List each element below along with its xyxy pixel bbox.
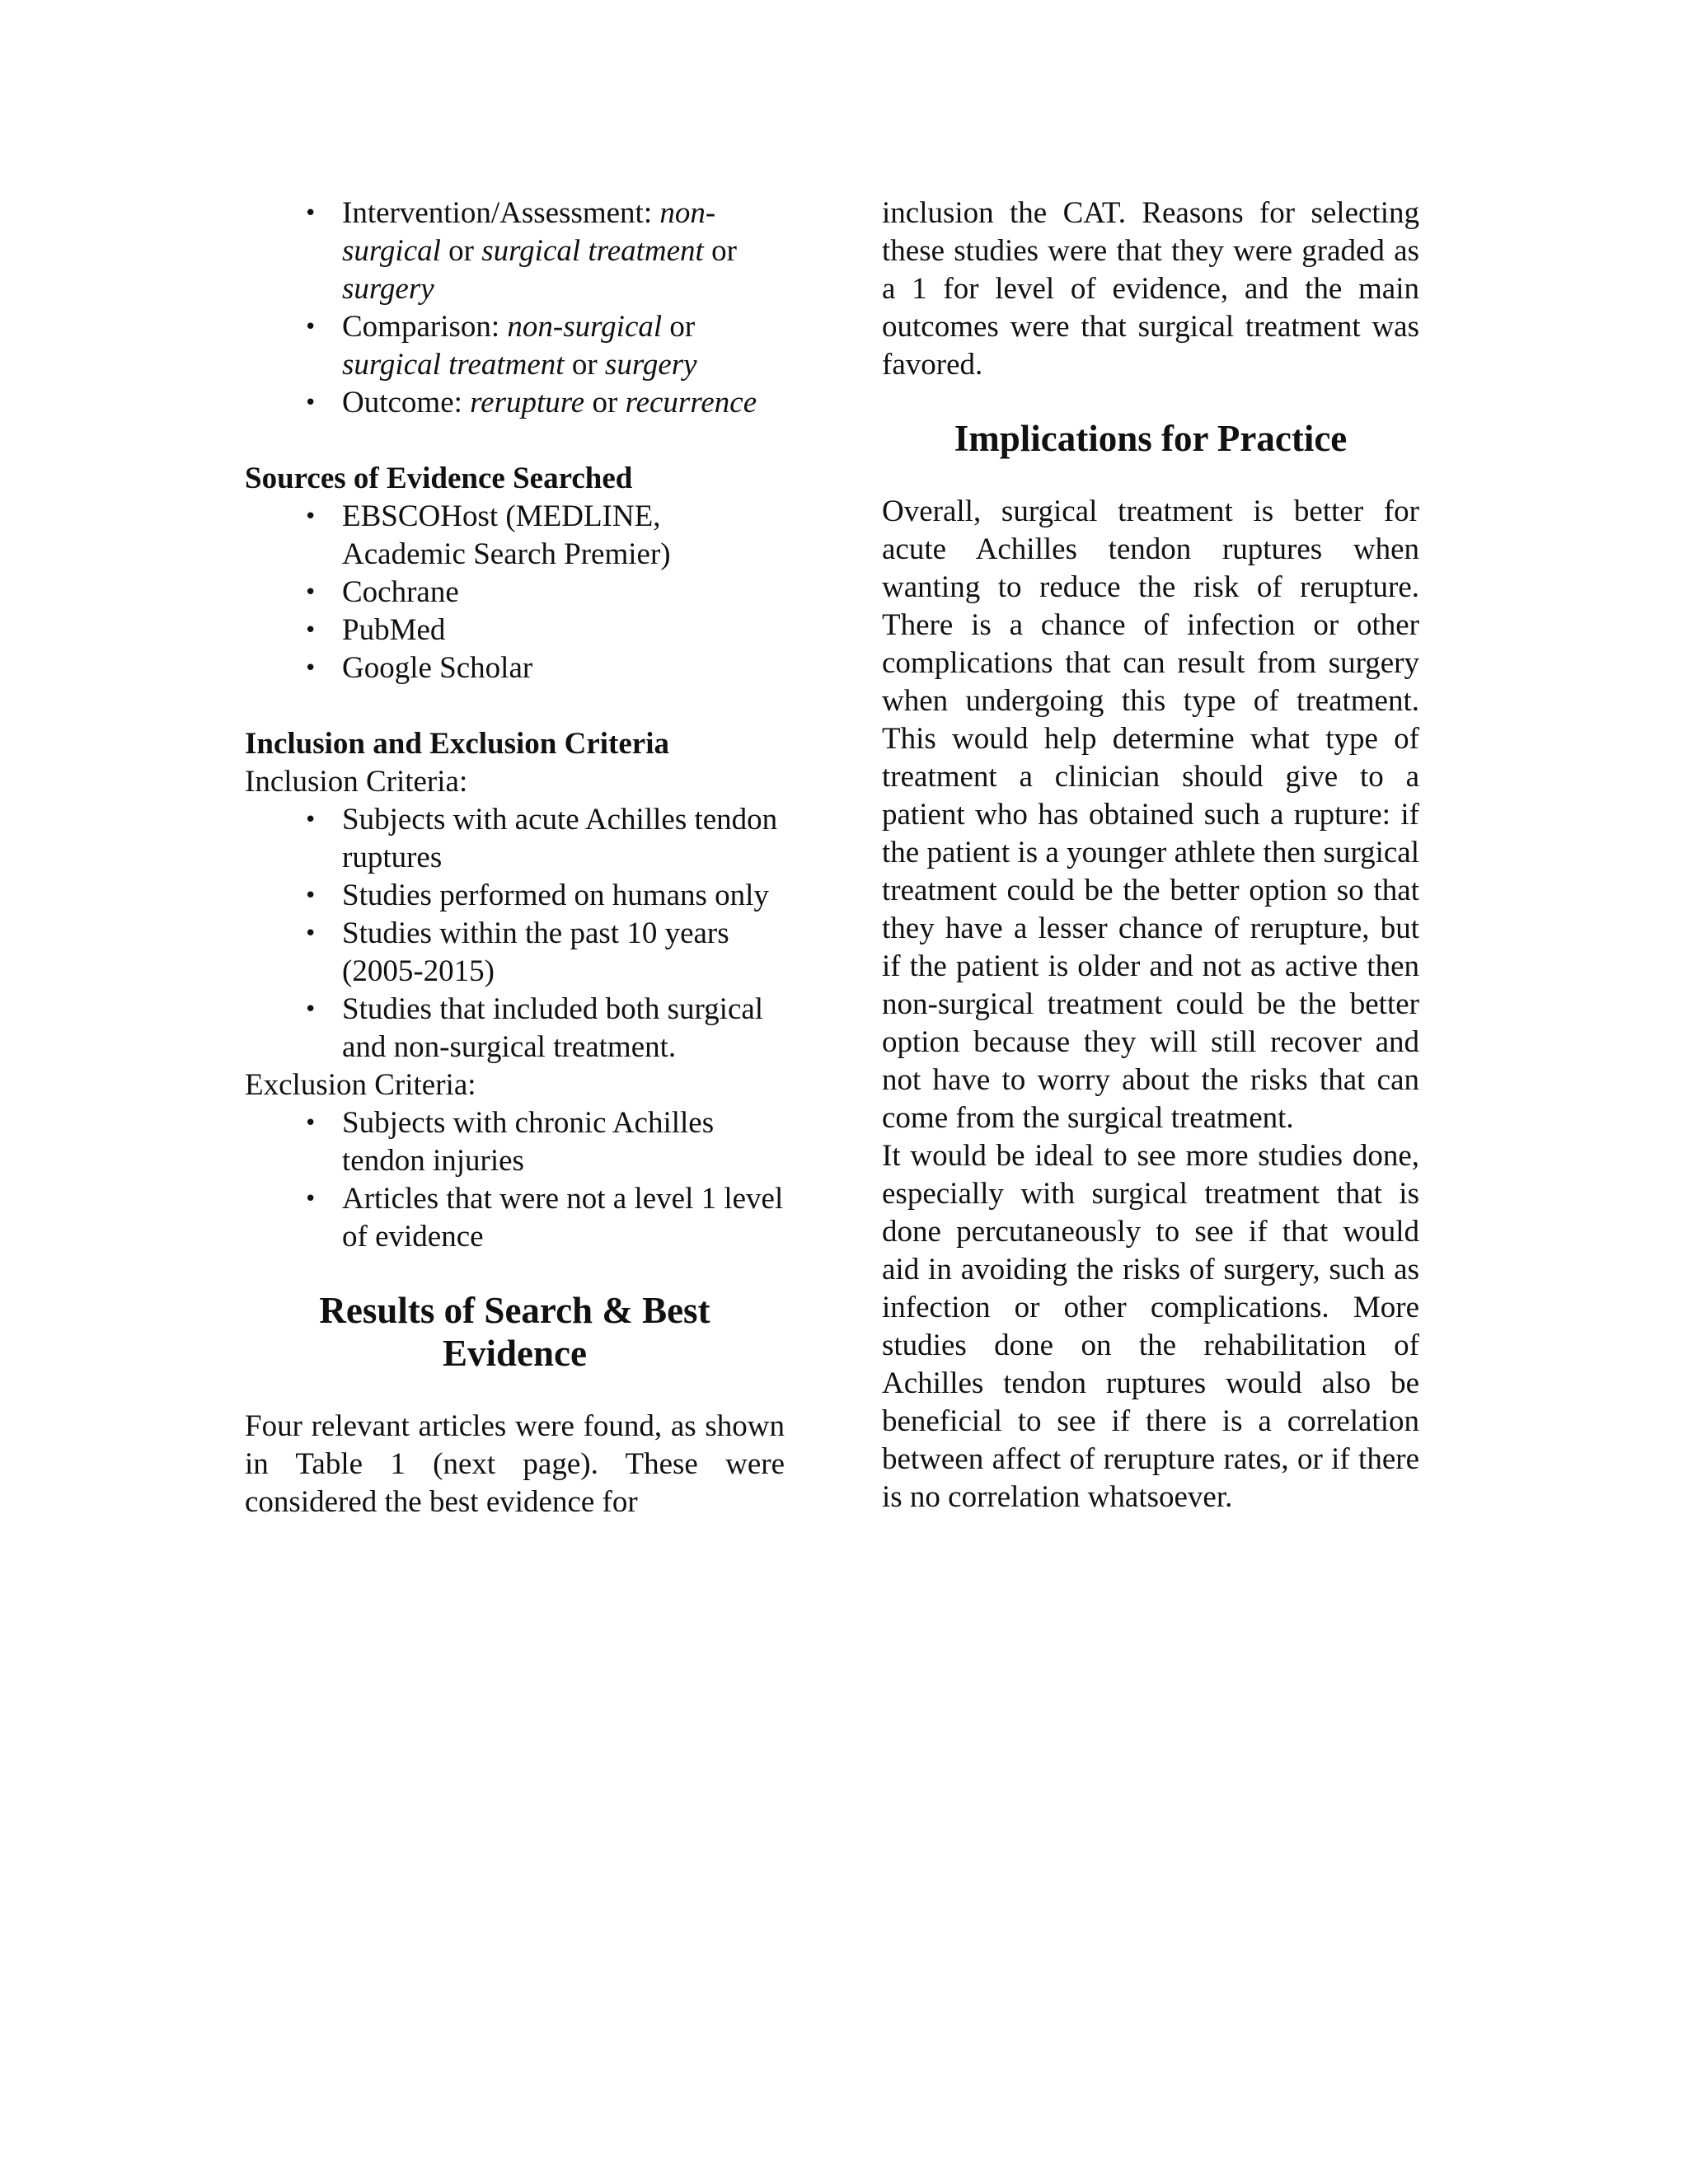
right-column [882, 194, 1419, 1516]
bullet-icon: • [304, 656, 317, 681]
pico-term: surgery [604, 348, 697, 382]
exclusion-label: Exclusion Criteria: [245, 1068, 476, 1102]
source-name: Cochrane [342, 575, 459, 609]
pico-term: non-surgical [342, 196, 716, 268]
criterion-text: Subjects with chronic Achilles tendon injuries [342, 1106, 715, 1178]
list-item [245, 1180, 785, 1256]
inclusion-list [245, 801, 785, 1066]
pico-label: Comparison: [342, 310, 508, 344]
criterion-text: Studies that included both surgical and non-surgical treatment. [342, 992, 764, 1064]
spacer [882, 460, 1419, 493]
pico-label: Intervention/Assessment: [342, 196, 660, 230]
bullet-icon: • [304, 391, 317, 415]
bullet-icon: • [304, 201, 317, 226]
bullet-icon: • [304, 1187, 317, 1212]
criterion-text: Subjects with acute Achilles tendon ruptures [342, 803, 778, 874]
implications-paragraph-1: Overall, surgical treatment is better for acute Achilles tendon ruptures when wanting to reduce the risk of rerupture. There is a chance of infection or other complications that can result from surgery when undergoing this type of treatment. This would help determine what type of treatment a clinician should give to a patient who has obtained such a rupture: if the patient is a younger athlete then surgical treatment could be the better option so that they have a lesser chance of rerupture, but if the patient is older and not as active then non-surgical treatment could be the better option because they will still recover and not have to worry about the risks that can come from the surgical treatment. [882, 494, 1419, 1135]
pico-connector: or [703, 234, 737, 268]
pico-term: rerupture [470, 386, 585, 419]
bullet-icon: • [304, 1111, 317, 1136]
source-name: Google Scholar [342, 651, 533, 685]
pico-term: non-surgical [507, 310, 663, 344]
inclusion-label: Inclusion Criteria: [245, 765, 468, 799]
source-name: EBSCOHost (MEDLINE, Academic Search Premier) [342, 499, 671, 571]
pico-term: surgical treatment [481, 234, 704, 268]
pico-connector: or [584, 386, 626, 419]
bullet-icon: • [304, 997, 317, 1022]
list-item [245, 1104, 785, 1180]
pico-term: recurrence [625, 386, 757, 419]
spacer [245, 1256, 785, 1289]
bullet-icon: • [304, 618, 317, 643]
criterion-text: Studies within the past 10 years (2005-2015) [342, 916, 729, 988]
bullet-icon: • [304, 315, 317, 340]
bullet-icon: • [304, 580, 317, 605]
list-item [245, 915, 785, 991]
bullet-icon: • [304, 883, 317, 908]
exclusion-list [245, 1104, 785, 1256]
criterion-text: Studies performed on humans only [342, 879, 769, 912]
pico-connector: or [564, 348, 605, 382]
results-heading: Results of Search & Best Evidence [319, 1290, 710, 1374]
results-paragraph-continued: inclusion the CAT. Reasons for selecting these studies were that they were graded as a 1 for level of evidence, and the main outcomes were that surgical treatment was favored. [882, 196, 1419, 382]
implications-heading: Implications for Practice [954, 418, 1348, 459]
pico-connector: or [662, 310, 696, 344]
list-item [245, 877, 785, 915]
list-item [245, 649, 785, 687]
criterion-text: Articles that were not a level 1 level of evidence [342, 1182, 784, 1254]
results-paragraph: Four relevant articles were found, as shown in Table 1 (next page). These were considered the best evidence for [245, 1409, 785, 1519]
list-item [245, 308, 785, 384]
list-item [245, 498, 785, 574]
spacer [245, 422, 785, 460]
left-column [245, 194, 785, 1521]
bullet-icon: • [304, 921, 317, 946]
spacer [245, 1375, 785, 1408]
list-item [245, 384, 785, 422]
source-name: PubMed [342, 613, 446, 647]
list-item [245, 194, 785, 308]
spacer [245, 687, 785, 725]
pico-list [245, 194, 785, 422]
list-item [245, 991, 785, 1066]
list-item [245, 801, 785, 877]
sources-list [245, 498, 785, 687]
sources-heading: Sources of Evidence Searched [245, 462, 633, 495]
bullet-icon: • [304, 808, 317, 832]
pico-term: surgery [342, 272, 434, 306]
criteria-heading: Inclusion and Exclusion Criteria [245, 727, 670, 761]
pico-connector: or [440, 234, 482, 268]
list-item [245, 612, 785, 649]
spacer [882, 384, 1419, 417]
pico-label: Outcome: [342, 386, 471, 419]
pico-term: surgical treatment [342, 348, 565, 382]
bullet-icon: • [304, 504, 317, 529]
list-item [245, 574, 785, 612]
implications-paragraph-2: It would be ideal to see more studies done, especially with surgical treatment that is done percutaneously to see if that would aid in avoiding the risks of surgery, such as infection or other complications. More studies done on the rehabilitation of Achilles tendon ruptures would also be beneficial to see if there is a correlation between affect of rerupture rates, or if there is no correlation whatsoever. [882, 1139, 1419, 1514]
